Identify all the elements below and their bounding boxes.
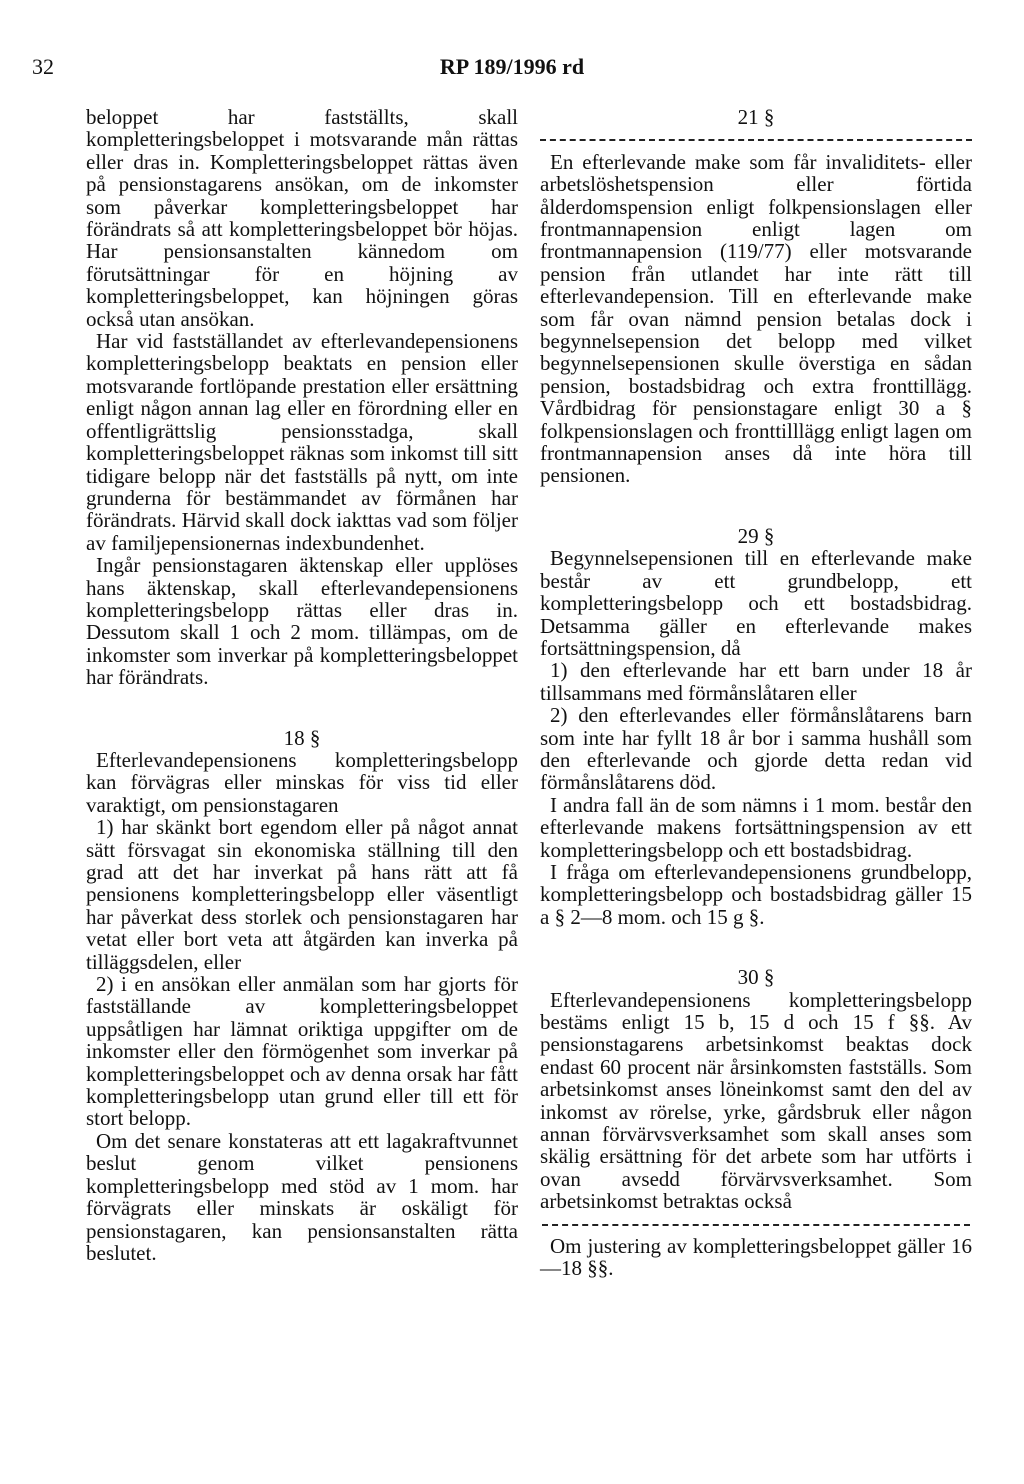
omission-dash-line [540,128,972,150]
paragraph: 1) har skänkt bort egendom eller på något annat sätt försvagat sin ekonomiska ställning till den grad att det har inverkat på hans rätt att få pensionens kompletteringsbelopp eller väsentligt har påverkat dess storlek och pensionstagaren har vetat eller bort veta att åtgärden kan inverka på tilläggsdelen, eller [86,815,518,974]
paragraph: Efterlevandepensionens kompletteringsbelopp kan förvägras eller minskas för viss tid eller varaktigt, om pensionstagaren [86,747,518,817]
omission-dash-line [540,1213,972,1235]
section-heading-21: 21 § [737,105,775,129]
paragraph: Ingår pensionstagaren äktenskap eller upplöses hans äktenskap, skall efterlevandepensionens kompletteringsbelopp rättas eller dras in. Dessutom skall 1 och 2 mom. tillämpas, om de inkomster som inverkar på kompletteringsbeloppet har förändrats. [86,553,518,690]
paragraph: Har vid fastställandet av efterlevandepensionens kompletteringsbelopp beaktats en pension eller motsvarande fortlöpande prestation eller ersättning enligt någon annan lag eller en förordning eller en offentligrättslig pensionsstadga, skall kompletteringsbeloppet räknas som inkomst till sitt tidigare belopp när det fastställs på nytt, om inte grunderna för bestämmandet av förmånen har förändrats. Härvid skall dock iakttas vad som följer av familjepensionernas indexbundenhet. [86,329,518,555]
page-number: 32 [32,54,54,79]
paragraph: Begynnelsepensionen till en efterlevande make består av ett grundbelopp, ett kompletteringsbelopp och ett bostadsbidrag. Detsamma gäller en efterlevande makes fortsättningspension, då [540,546,972,660]
paragraph: En efterlevande make som får invaliditets- eller arbetslöshetspension eller förtida ålderdomspension enligt folkpensionslagen eller frontmannapension enligt lagen om frontmannapension (119/77) eller motsvarande pension från utlandet har inte rätt till efterlevandepension. Till en efterlevande make som får ovan nämnd pension betalas dock i begynnelsepension det belopp med vilket begynnelsepensionen skulle överstiga en sådan pension, bostadsbidrag och extra fronttillägg. Vårdbidrag för pensionstagare enligt 30 a § folkpensionslagen och fronttilllägg enligt lagen om frontmannapension anses då inte höra till pensionen. [540,149,972,488]
paragraph: 1) den efterlevande har ett barn under 18 år tillsammans med förmånslåtaren eller [540,658,972,705]
paragraph: beloppet har fastställts, skall kompletteringsbeloppet i motsvarande mån rättas eller dras in. Kompletteringsbeloppet rättas även på pensionstagarens ansökan, om de inkomster som påverkar kompletteringsbeloppet har förändrats så att kompletteringsbeloppet bör höjas. Har pensionsanstalten kännedom om förutsättningar för en höjning av kompletteringsbeloppet, kan höjningen göras också utan ansökan. [86,105,518,331]
section-heading-30: 30 § [737,965,775,990]
document-reference: RP 189/1996 rd [439,54,585,79]
paragraph: Om det senare konstateras att ett lagakraftvunnet beslut genom vilket pensionens kompletteringsbelopp med stöd av 1 mom. har förvägrats eller minskats är oskäligt för pensionstagaren, kan pensionsanstalten rätta beslutet. [86,1128,518,1265]
paragraph: I andra fall än de som nämns i 1 mom. består den efterlevande makens fortsättningspension av ett kompletteringsbelopp och ett bostadsbidrag. [540,792,972,862]
page-header [32,54,992,86]
paragraph: Om justering av kompletteringsbeloppet gäller 16—18 §§. [540,1234,972,1281]
section-heading-29: 29 § [737,523,775,548]
right-column [540,106,972,1280]
paragraph: Efterlevandepensionens kompletteringsbelopp bestäms enligt 15 b, 15 d och 15 f §§. Av pensionstagarens arbetsinkomst beaktas dock endast 60 procent när årsinkomsten fastställs. Som arbetsinkomst anses löneinkomst samt den del av inkomst av rörelse, yrke, gårdsbruk eller någon annan förvärvsverksamhet som skall anses som skälig ersättning för det arbete som har utförts i ovan avsedd förvärvsverksamhet. Som arbetsinkomst betraktas också [540,987,972,1214]
section-heading-18: 18 § [283,725,321,750]
left-column [86,106,518,1264]
paragraph: 2) den efterlevandes eller förmånslåtarens barn som inte har fyllt 18 år bor i samma hushåll som den efterlevande och gjorde detta redan vid förmånslåtarens död. [540,703,972,795]
paragraph: 2) i en ansökan eller anmälan som har gjorts för fastställande av kompletteringsbeloppet uppsåtligen har lämnat oriktiga uppgifter om de inkomster eller den förmögenhet som inverkar på kompletteringsbeloppet och av denna orsak har fått kompletteringsbelopp utan grund eller till ett för stort belopp. [86,972,518,1131]
paragraph: I fråga om efterlevandepensionens grundbelopp, kompletteringsbelopp och bostadsbidrag gäller 15 a § 2—8 mom. och 15 g §. [540,859,972,929]
